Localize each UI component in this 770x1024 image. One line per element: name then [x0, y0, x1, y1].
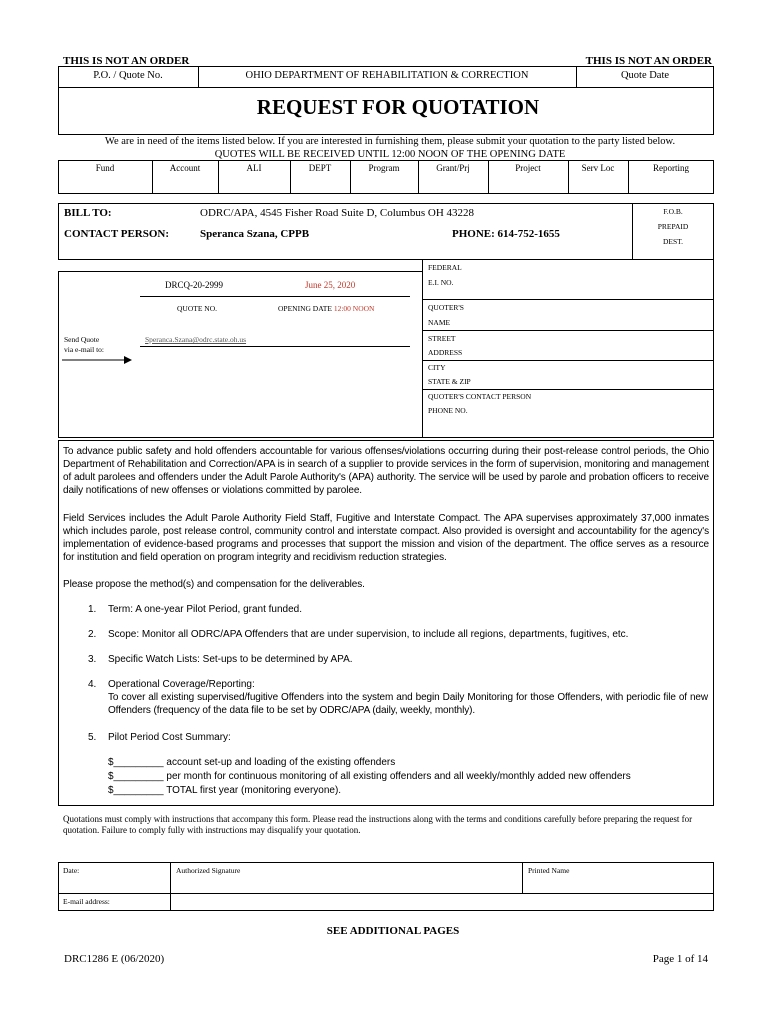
- quote-block-left: [58, 271, 59, 437]
- arrow-right-icon: [62, 354, 132, 366]
- phone-no-label: PHONE NO.: [428, 406, 468, 415]
- signature-field[interactable]: Authorized Signature: [176, 866, 241, 875]
- address-label: ADDRESS: [428, 348, 463, 357]
- deadline-text: QUOTES WILL BE RECEIVED UNTIL 12:00 NOON OF THE OPENING DATE: [214, 149, 566, 160]
- signature-table: [58, 862, 714, 911]
- quoter-right-edge: [713, 260, 714, 437]
- bill-to-label: BILL TO:: [64, 207, 112, 219]
- contact-label: CONTACT PERSON:: [64, 228, 170, 240]
- right-not-order-notice: THIS IS NOT AN ORDER: [585, 55, 712, 67]
- signature-row-divider: [58, 893, 714, 894]
- send-quote-label: Send Quote: [64, 335, 100, 344]
- bill-to-value: ODRC/APA, 4545 Fisher Road Suite D, Columbus OH 43228: [200, 207, 475, 219]
- list-item-number: 5.: [88, 732, 97, 743]
- opening-date-label: [278, 304, 374, 313]
- street-label: STREET: [428, 334, 456, 343]
- send-email-link[interactable]: Speranca.Szana@odrc.state.oh.us: [145, 335, 247, 344]
- signature-col-divider: [170, 862, 171, 911]
- description-para-2: Field Services includes the Adult Parole Authority Field Staff, Fugitive and Interstate Compact. The APA supervises approximately 37,000 inmates which includes parole, post release control, community control and interstate compact. Also provided is oversight and accountability for the agency's implementation of evidence-based programs and processes that support the mission and vision of the department. The office serves as a resource for institution and field operation on program integrity and recidivism reduction strategies.: [63, 513, 709, 563]
- form-id: DRC1286 E (06/2020): [64, 953, 165, 965]
- printed-name-field[interactable]: Printed Name: [528, 866, 570, 875]
- quote-no-label: QUOTE NO.: [177, 304, 217, 313]
- col-dept: DEPT: [308, 163, 332, 173]
- page-title: REQUEST FOR QUOTATION: [256, 95, 540, 119]
- dest-label: DEST.: [662, 237, 684, 246]
- quoter-divider: [422, 330, 714, 331]
- list-item-number: 3.: [88, 654, 97, 665]
- see-additional-pages: SEE ADDITIONAL PAGES: [326, 925, 460, 937]
- email-line: [140, 346, 410, 347]
- date-field[interactable]: Date:: [63, 866, 80, 875]
- col-serv-loc: Serv Loc: [581, 163, 615, 173]
- federal-label: FEDERAL: [428, 263, 462, 272]
- quote-date-label: Quote Date: [620, 70, 670, 81]
- opening-date-text: OPENING DATE: [278, 304, 332, 313]
- phone-value: PHONE: 614-752-1655: [452, 228, 560, 240]
- description-para-1: To advance public safety and hold offenders accountable for various offenses/violations occurring during their post-release control periods, the Ohio Department of Rehabilitation and Correction/APA is in search of a supplier to provide services in the form of supervision, monitoring and management of adult parolees and offenders under the Adult Parole Authority's (APA) authority. The service will be used by parole and probation officers to receive daily notifications of new offenses or violations committed by parolee.: [63, 446, 709, 496]
- page-number: Page 1 of 14: [652, 953, 708, 965]
- ei-no-label: E.I. NO.: [428, 278, 454, 287]
- opening-time: 12:00 NOON: [333, 304, 375, 313]
- fob-label: F.O.B.: [663, 207, 683, 216]
- quoter-divider: [422, 389, 714, 390]
- quoter-divider: [422, 360, 714, 361]
- description-para-3: Please propose the method(s) and compensation for the deliverables.: [63, 579, 365, 590]
- quoter-bottom: [422, 437, 714, 438]
- state-zip-label: STATE & ZIP: [428, 377, 471, 386]
- col-account: Account: [169, 163, 201, 173]
- quote-block-bottom: [58, 437, 422, 438]
- prepaid-label: PREPAID: [657, 222, 689, 231]
- list-item-number: 4.: [88, 679, 97, 690]
- compliance-note: Quotations must comply with instructions that accompany this form. Please read the instructions along with the terms and conditions carefully before preparing the request for quotation. Failure to comply fully with instructions may disqualify your quotation.: [63, 814, 693, 835]
- contact-value: Speranca Szana, CPPB: [200, 228, 310, 240]
- col-fund: Fund: [95, 163, 115, 173]
- intro-text: We are in need of the items listed below. If you are interested in furnishing them, please submit your quotation to the party listed below.: [104, 136, 676, 147]
- header-row-divider: [58, 87, 714, 88]
- col-ali: ALI: [246, 163, 262, 173]
- quote-block-right: [422, 260, 423, 437]
- list-item: Term: A one-year Pilot Period, grant funded.: [108, 604, 302, 615]
- col-program: Program: [368, 163, 400, 173]
- cost-line: $_________ account set-up and loading of the existing offenders: [108, 757, 396, 768]
- list-item-detail: To cover all existing supervised/fugitive Offenders into the system and begin Daily Monitoring for those Offenders, with periodic file of new Offenders (frequency of the data file to be set by ODRC/APA (daily, weekly, monthly).: [108, 692, 708, 716]
- left-not-order-notice: THIS IS NOT AN ORDER: [63, 55, 190, 67]
- send-via-label: via e-mail to:: [64, 345, 104, 354]
- signature-col-divider: [522, 862, 523, 893]
- email-field[interactable]: E-mail address:: [63, 897, 110, 906]
- list-item: Scope: Monitor all ODRC/APA Offenders that are under supervision, to include all regions, departments, fugitives, etc.: [108, 629, 629, 640]
- agency-name: OHIO DEPARTMENT OF REHABILITATION & CORRECTION: [245, 70, 529, 81]
- list-item-number: 2.: [88, 629, 97, 640]
- cost-line: $_________ per month for continuous monitoring of all existing offenders and all weekly/monthly added new offenders: [108, 771, 631, 782]
- name-label: NAME: [428, 318, 451, 327]
- po-quote-no-label: P.O. / Quote No.: [93, 70, 163, 81]
- col-reporting: Reporting: [653, 163, 689, 173]
- list-item-number: 1.: [88, 604, 97, 615]
- cost-line: $_________ TOTAL first year (monitoring everyone).: [108, 785, 342, 796]
- quote-block-top: [58, 271, 422, 272]
- quoter-divider: [422, 299, 714, 300]
- list-item: Pilot Period Cost Summary:: [108, 732, 231, 743]
- quote-opening-date: June 25, 2020: [305, 280, 356, 290]
- col-project: Project: [515, 163, 541, 173]
- quoters-label: QUOTER'S: [428, 303, 464, 312]
- list-item: Specific Watch Lists: Set-ups to be determined by APA.: [108, 654, 353, 665]
- quoter-contact-label: QUOTER'S CONTACT PERSON: [428, 392, 532, 401]
- col-grant: Grant/Prj: [436, 163, 470, 173]
- list-item: Operational Coverage/Reporting:: [108, 679, 255, 690]
- quote-number-line: [140, 296, 410, 297]
- city-label: CITY: [428, 363, 446, 372]
- quote-number: DRCQ-20-2999: [165, 280, 223, 290]
